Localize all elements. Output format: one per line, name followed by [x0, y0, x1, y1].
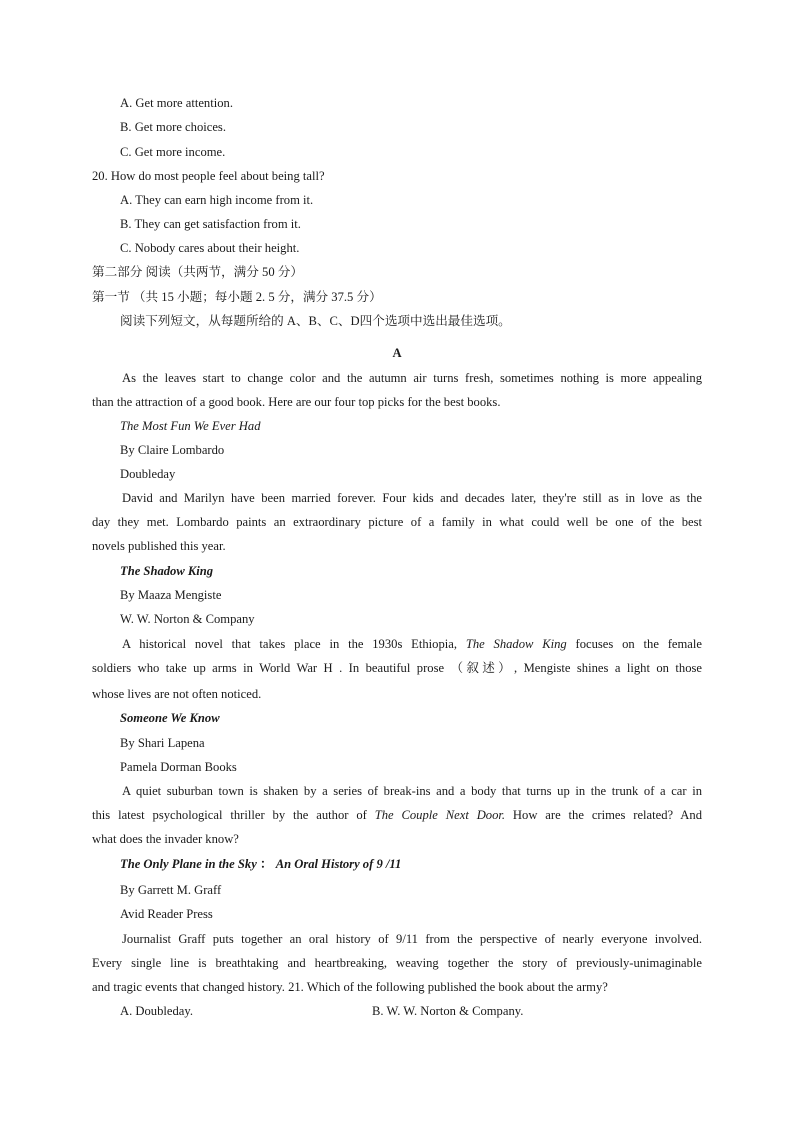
q20-option-a: A. They can earn high income from it. — [120, 193, 314, 207]
book2-desc-1-title: The Shadow King — [465, 637, 567, 651]
book3-desc-2-pre: this latest psychological thriller by the author of — [92, 808, 375, 822]
intro-line-2: than the attraction of a good book. Here are our four top picks for the best books. — [92, 395, 501, 409]
book3-publisher: Pamela Dorman Books — [120, 760, 237, 774]
book3-desc-1: A quiet suburban town is shaken by a series of break-ins and a body that turns up in the trunk of a car in — [122, 784, 702, 798]
q19-option-c: C. Get more income. — [120, 145, 226, 159]
q21-option-a: A. Doubleday. — [120, 1004, 193, 1018]
section-heading: 第一节 （共 15 小题；每小题 2. 5 分，满分 37.5 分） — [92, 290, 382, 304]
q19-option-b: B. Get more choices. — [120, 120, 226, 134]
intro-line-1: As the leaves start to change color and the autumn air turns fresh, sometimes nothing is more appealing — [122, 371, 702, 385]
book2-desc-1 — [122, 636, 702, 652]
book2-title: The Shadow King — [120, 564, 214, 578]
book2-author: By Maaza Mengiste — [120, 588, 222, 602]
book4-desc-3: and tragic events that changed history. 21. Which of the following published the book about the army? — [92, 980, 608, 994]
book3-desc-2-title: The Couple Next Door. — [374, 808, 506, 822]
book1-publisher: Doubleday — [120, 467, 176, 481]
q21-option-b: B. W. W. Norton & Company. — [372, 1004, 524, 1018]
book2-desc-1-post: focuses on the female — [566, 637, 702, 651]
book1-desc-2: day they met. Lombardo paints an extraordinary picture of a family in what could well be one of the best — [92, 515, 702, 529]
book3-author: By Shari Lapena — [120, 736, 205, 750]
book2-desc-2: soldiers who take up arms in World War H . In beautiful prose （叙述）, Mengiste shines a light on those — [92, 661, 702, 675]
q20-option-b: B. They can get satisfaction from it. — [120, 217, 301, 231]
instructions: 阅读下列短文，从每题所给的 A、B、C、D四个选项中选出最佳选项。 — [120, 314, 511, 328]
q20-stem: 20. How do most people feel about being tall? — [92, 169, 325, 183]
book3-desc-2-post: How are the crimes related? And — [505, 808, 702, 822]
book1-title: The Most Fun We Ever Had — [120, 419, 261, 433]
book2-desc-1-pre: A historical novel that takes place in the 1930s Ethiopia, — [122, 637, 466, 651]
book2-publisher: W. W. Norton & Company — [120, 612, 255, 626]
book1-author: By Claire Lombardo — [120, 443, 225, 457]
book1-desc-1: David and Marilyn have been married forever. Four kids and decades later, they're still as in love as the — [122, 491, 702, 505]
book4-title — [120, 856, 401, 872]
passage-label: A — [392, 346, 402, 360]
q20-option-c: C. Nobody cares about their height. — [120, 241, 300, 255]
book3-title: Someone We Know — [120, 711, 220, 725]
book4-desc-1: Journalist Graff puts together an oral history of 9/11 from the perspective of nearly everyone involved. — [122, 932, 702, 946]
book4-publisher: Avid Reader Press — [120, 907, 213, 921]
q19-option-a: A. Get more attention. — [120, 96, 233, 110]
book4-desc-2: Every single line is breathtaking and heartbreaking, weaving together the story of previously-unimaginable — [92, 956, 702, 970]
book3-desc-2 — [92, 807, 702, 823]
book4-title-separator: ： — [256, 857, 276, 871]
book1-desc-3: novels published this year. — [92, 539, 226, 553]
book4-author: By Garrett M. Graff — [120, 883, 222, 897]
book2-desc-3: whose lives are not often noticed. — [92, 687, 262, 701]
book3-desc-3: what does the invader know? — [92, 832, 239, 846]
part-heading: 第二部分 阅读（共两节，满分 50 分） — [92, 265, 303, 279]
book4-title-subtitle: An Oral History of 9 /11 — [275, 857, 402, 871]
book4-title-main: The Only Plane in the Sky — [120, 857, 257, 871]
